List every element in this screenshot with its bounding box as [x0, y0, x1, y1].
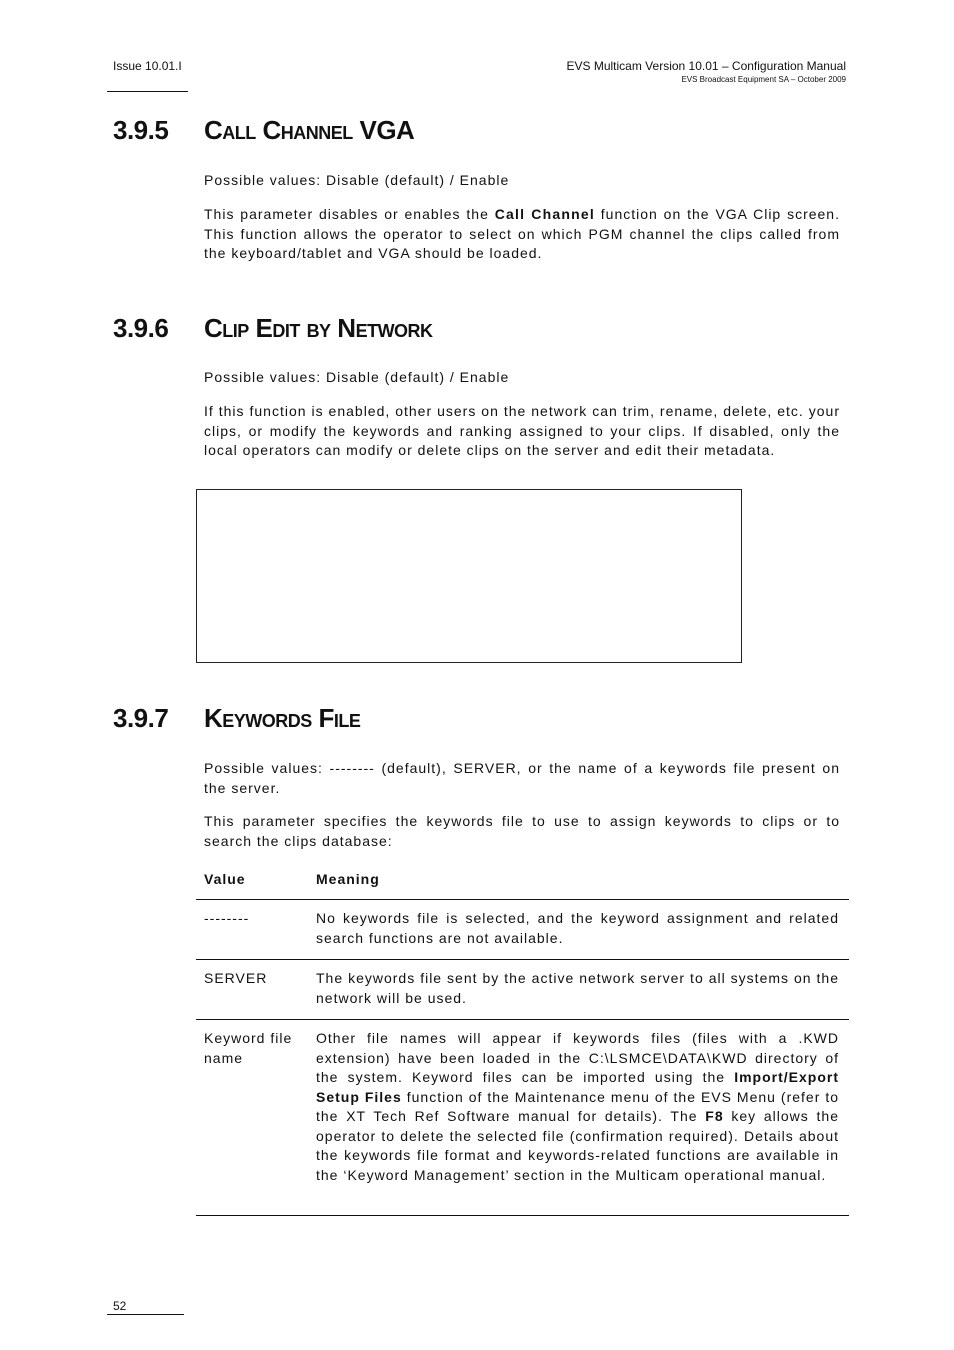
f8-key-term: F8 — [705, 1108, 724, 1124]
section-title: Keywords File — [204, 703, 361, 733]
issue-label: Issue 10.01.I — [113, 59, 182, 73]
cell-value: Keyword file name — [204, 1030, 293, 1066]
possible-values-text: Possible values: -------- (default), SERVER, or the name of a keywords file present on the server. — [204, 760, 840, 796]
document-subtitle: EVS Broadcast Equipment SA – October 2009 — [681, 75, 846, 84]
section-number: 3.9.6 — [113, 313, 169, 343]
footer-rule — [107, 1314, 184, 1315]
table-row — [196, 900, 849, 960]
section-number: 3.9.7 — [113, 703, 169, 733]
column-header-value: Value — [204, 871, 246, 887]
page-number: 52 — [113, 1299, 127, 1313]
keywords-file-table — [196, 866, 849, 1216]
section-description: This parameter disables or enables the Call Channel function on the VGA Clip screen. This function allows the operator to select on which PGM channel the clips called from the keyboard/tablet and VGA should be loaded. — [204, 206, 840, 261]
column-header-meaning: Meaning — [316, 871, 380, 887]
table-row — [196, 960, 849, 1020]
section-title: Call Channel VGA — [204, 115, 415, 145]
figure-frame — [196, 489, 742, 663]
table-header — [196, 866, 849, 900]
document-title: EVS Multicam Version 10.01 – Configuration Manual — [566, 59, 846, 73]
section-description: If this function is enabled, other users on the network can trim, rename, delete, etc. your clips, or modify the keywords and ranking assigned to your clips. If disabled, only the local operators can modify or delete clips on the server and edit their metadata. — [204, 403, 840, 458]
cell-value: SERVER — [204, 970, 268, 986]
cell-value: -------- — [204, 910, 250, 926]
table-row — [196, 1020, 849, 1216]
cell-meaning: No keywords file is selected, and the keyword assignment and related search functions are not available. — [316, 910, 839, 946]
call-channel-term: Call Channel — [494, 206, 595, 222]
cell-meaning: The keywords file sent by the active network server to all systems on the network will be used. — [316, 970, 839, 1006]
import-export-term: Import/Export Setup Files — [316, 1069, 839, 1105]
possible-values-text: Possible values: Disable (default) / Enable — [204, 172, 510, 188]
section-description: This parameter specifies the keywords file to use to assign keywords to clips or to search the clips database: — [204, 813, 840, 849]
cell-meaning: Other file names will appear if keywords files (files with a .KWD extension) have been loaded in the C:\LSMCE\DATA\KWD directory of the system. Keyword files can be imported using the Import/Export Setup Files function of the Maintenance menu of the EVS Menu (refer to the XT Tech Ref Software manual for details). The F8 key allows the operator to delete the selected file (confirmation required). Details about the keywords file format and keywords-related functions are available in the ‘Keyword Management’ section in the Multicam operational manual. — [316, 1030, 839, 1183]
possible-values-text: Possible values: Disable (default) / Enable — [204, 369, 510, 385]
section-title: Clip Edit by Network — [204, 313, 433, 343]
section-number: 3.9.5 — [113, 115, 169, 145]
header-rule — [107, 91, 188, 92]
